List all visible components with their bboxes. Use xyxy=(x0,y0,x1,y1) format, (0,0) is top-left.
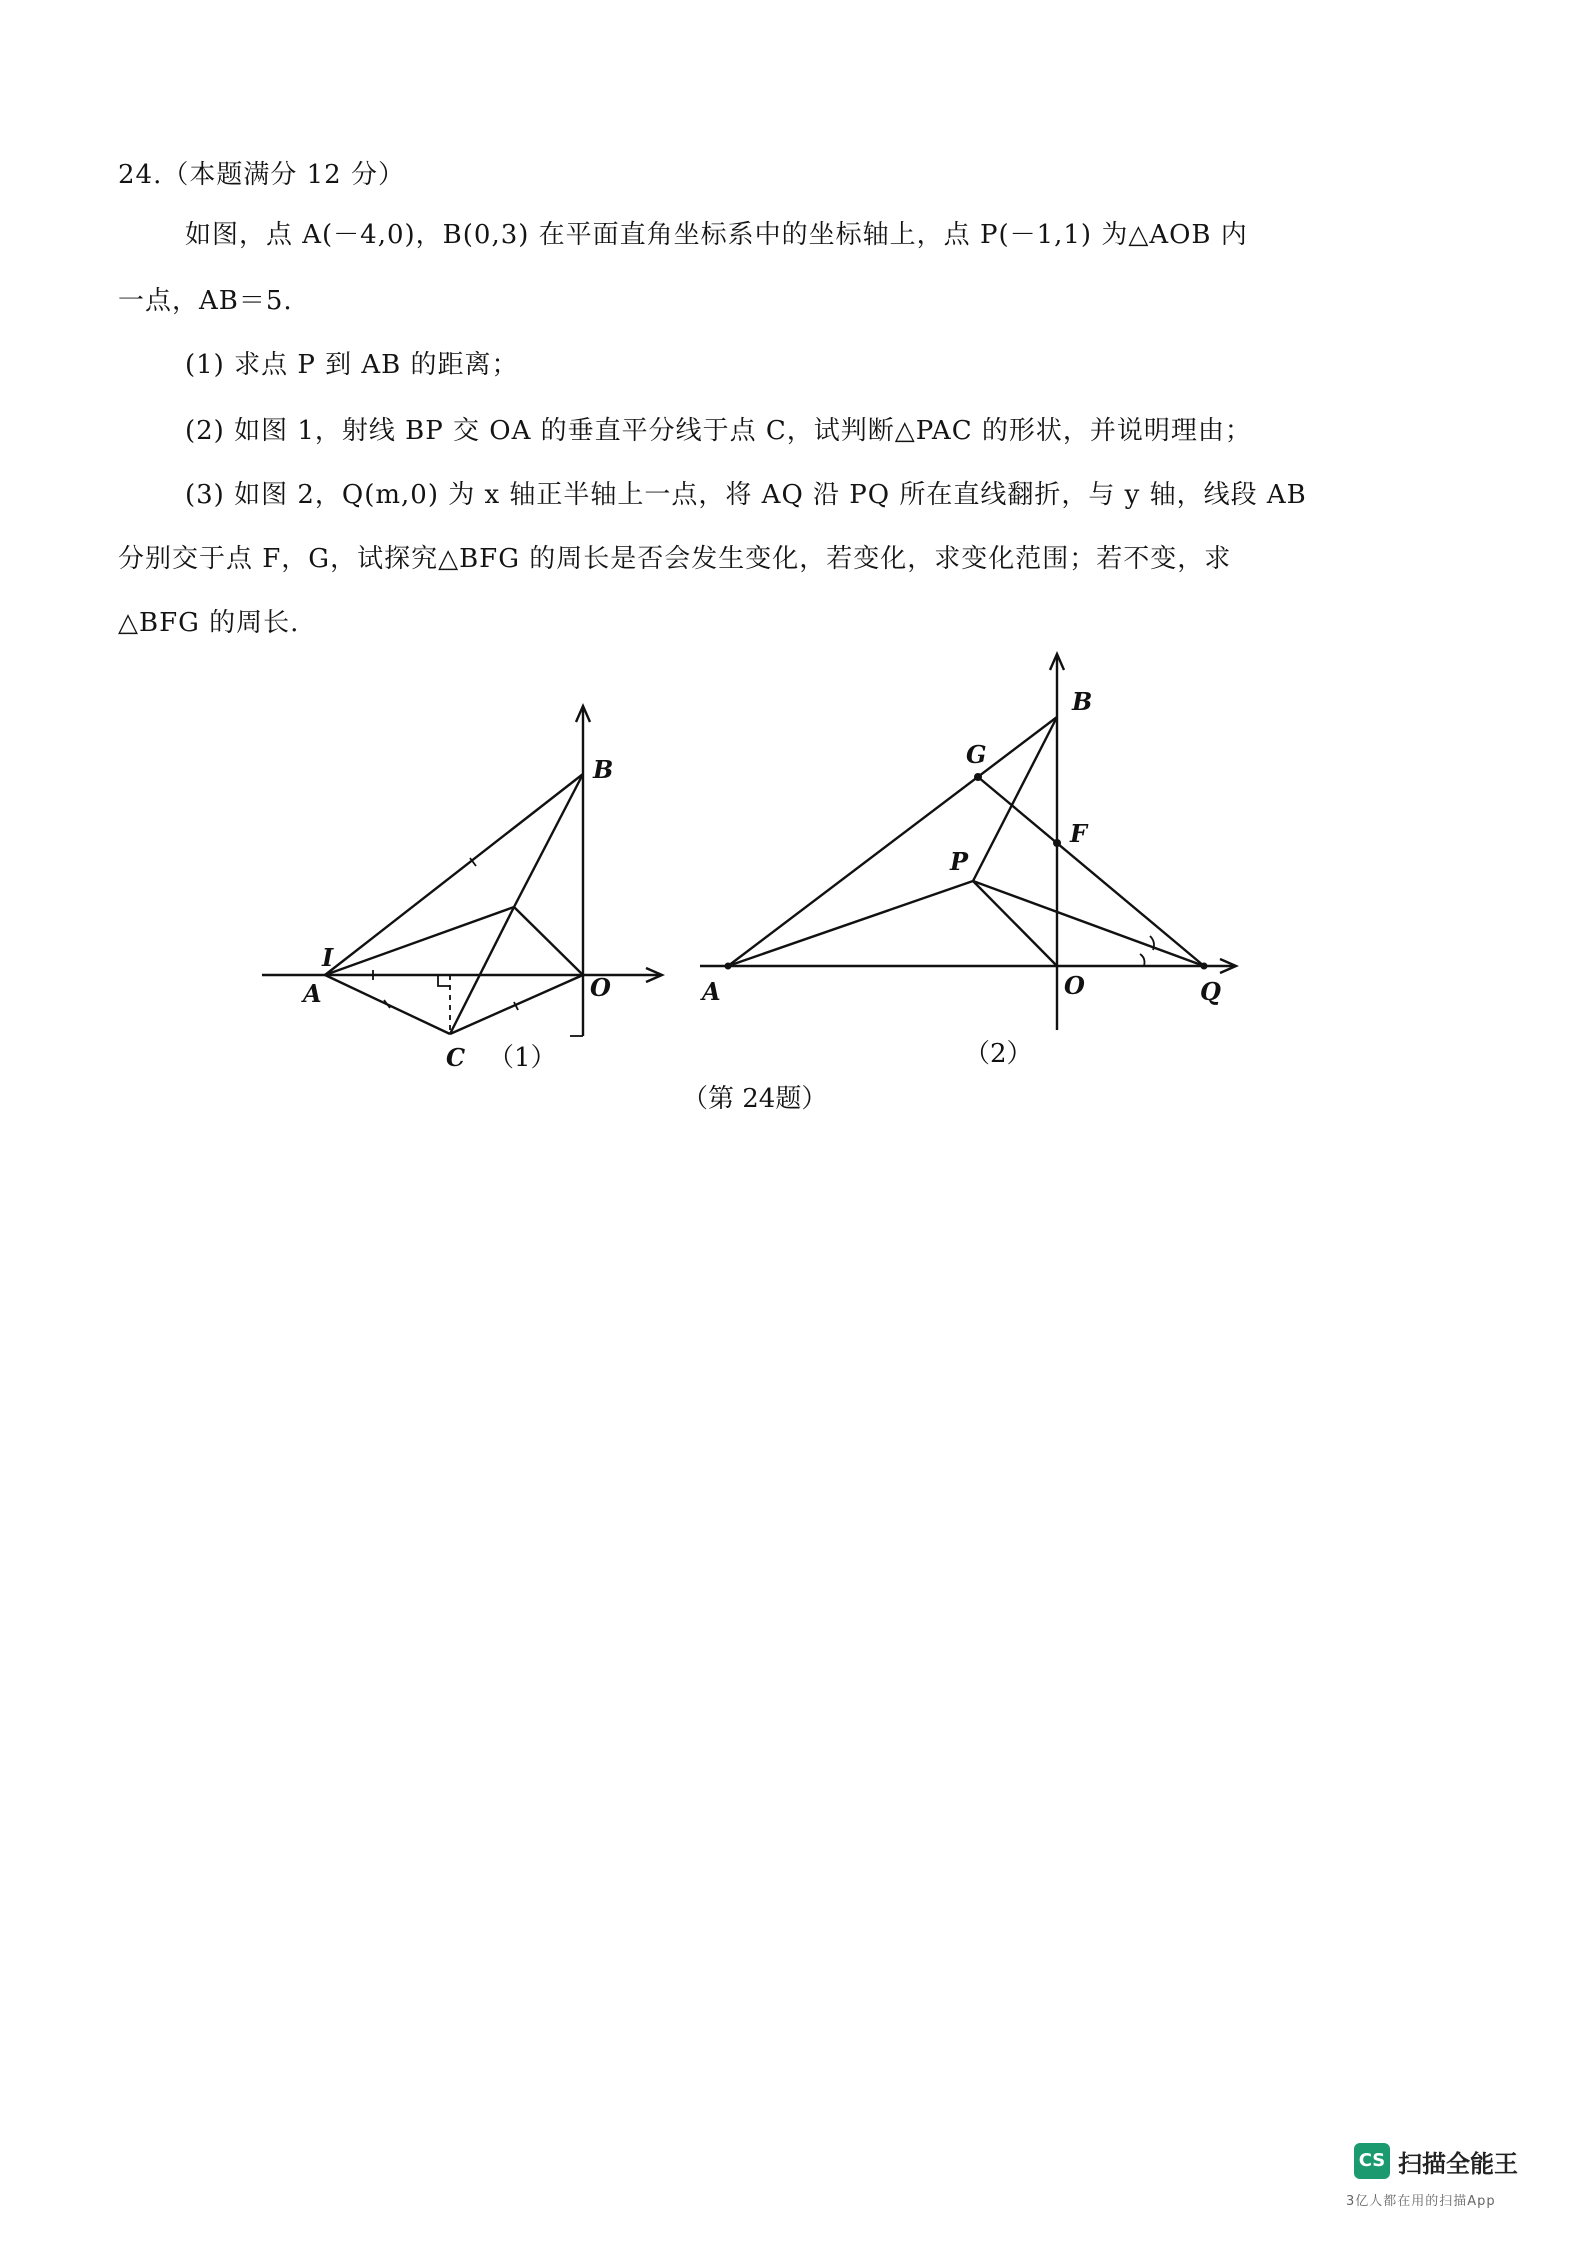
fig2-segment-AB xyxy=(728,717,1057,966)
problem-intro-line-1: 如图，点 A(－4,0)，B(0,3) 在平面直角坐标系中的坐标轴上，点 P(－1,1) 为△AOB 内 xyxy=(185,220,1248,250)
fig1-label-C: C xyxy=(446,1043,466,1072)
fig1-label-O: O xyxy=(590,973,611,1002)
watermark-tagline: 3亿人都在用的扫描App xyxy=(1346,2194,1496,2209)
question-3-line-1: (3) 如图 2，Q(m,0) 为 x 轴正半轴上一点，将 AQ 沿 PQ 所在直线翻折，与 y 轴，线段 AB xyxy=(185,480,1307,510)
question-2: (2) 如图 1，射线 BP 交 OA 的垂直平分线于点 C，试判断△PAC 的形状，并说明理由； xyxy=(185,416,1252,446)
cs-logo-icon: CS xyxy=(1354,2143,1390,2179)
fig2-segment-AP xyxy=(728,881,973,966)
fig2-point-F xyxy=(1053,839,1061,847)
fig2-label-O: O xyxy=(1064,971,1085,1000)
fig2-point-G xyxy=(974,773,982,781)
question-3-line-3: △BFG 的周长. xyxy=(118,608,300,638)
fig1-label-A: A xyxy=(303,979,322,1008)
fig2-label-Q: Q xyxy=(1200,977,1221,1006)
question-3-line-2: 分别交于点 F，G，试探究△BFG 的周长是否会发生变化，若变化，求变化范围；若不变，求 xyxy=(118,544,1232,574)
fig2-point-A xyxy=(725,963,732,970)
fig1-caption: （1） xyxy=(488,1043,557,1073)
scanner-watermark xyxy=(1354,2143,1518,2179)
watermark-app-name: 扫描全能王 xyxy=(1398,2149,1518,2178)
fig2-angle-mark-2 xyxy=(1140,954,1145,966)
fig2-label-G: G xyxy=(966,740,987,769)
fig2-caption: （2） xyxy=(964,1039,1033,1069)
fig2-segment-GQ xyxy=(978,777,1204,966)
fig2-label-F: F xyxy=(1070,819,1088,848)
fig2-label-P: P xyxy=(950,847,969,876)
fig2-point-Q xyxy=(1201,963,1208,970)
problem-header: 24.（本题满分 12 分） xyxy=(118,160,405,190)
fig1-label-B: B xyxy=(593,755,614,784)
fig2-label-A: A xyxy=(702,977,721,1006)
fig2-label-B: B xyxy=(1072,687,1093,716)
fig1-label-I: I xyxy=(322,943,334,972)
question-1: (1) 求点 P 到 AB 的距离； xyxy=(185,350,519,380)
fig2-segment-PO xyxy=(973,881,1057,966)
problem-intro-line-2: 一点，AB＝5. xyxy=(118,286,293,316)
figure-caption: （第 24题） xyxy=(682,1084,828,1114)
fig2-segment-PQ xyxy=(973,881,1204,966)
